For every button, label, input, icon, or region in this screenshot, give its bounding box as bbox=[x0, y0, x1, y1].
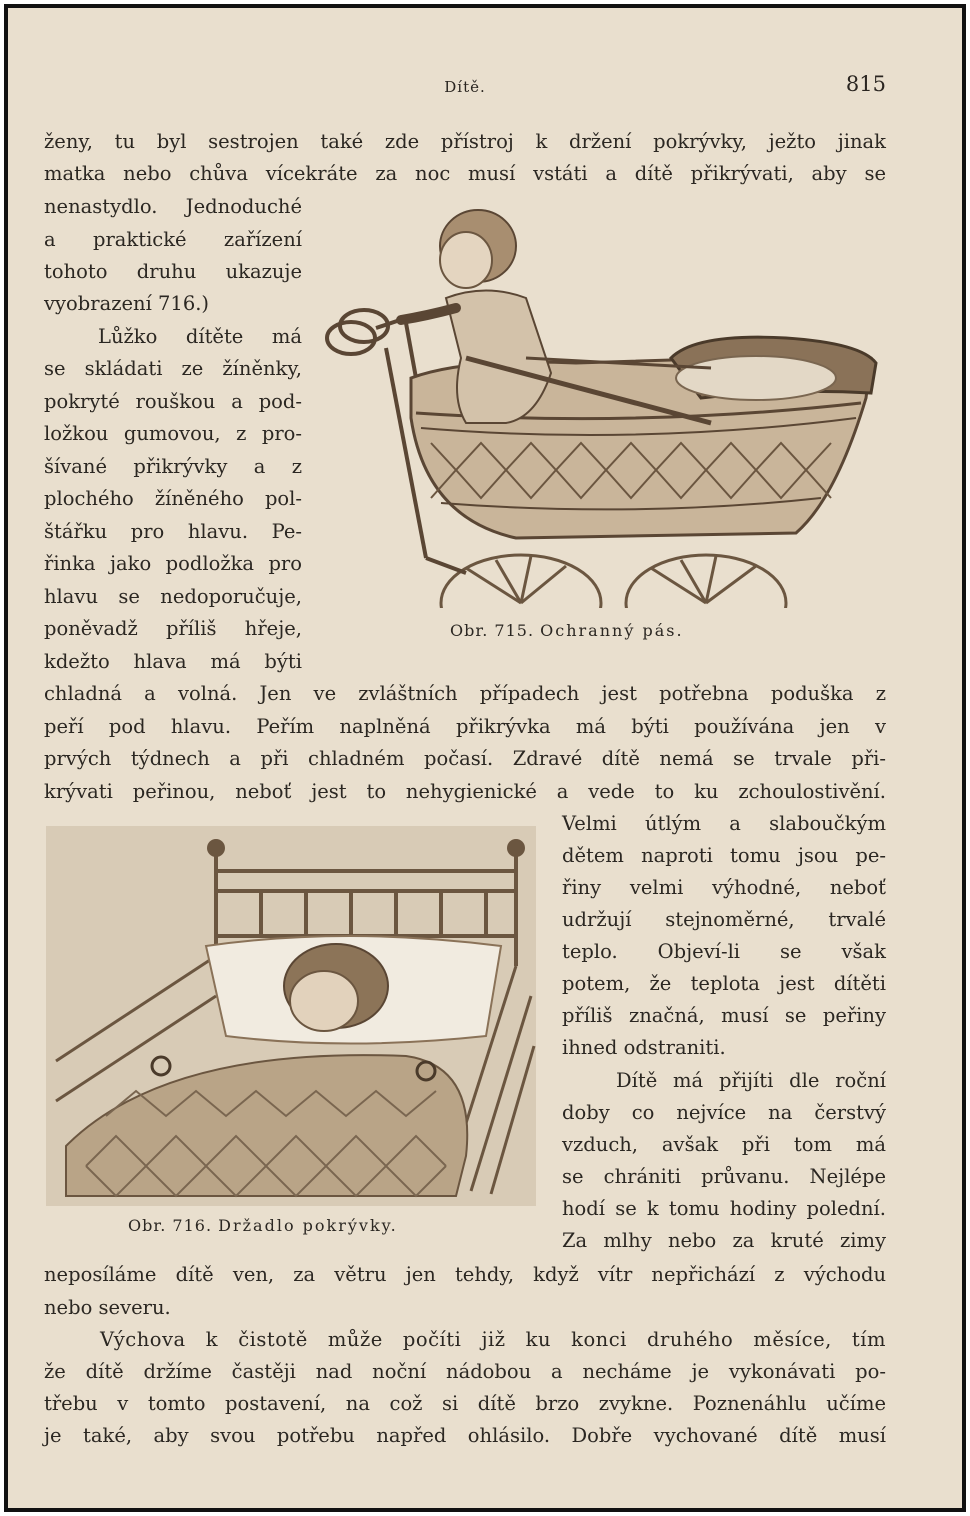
text-line: kdežto hlava má býti bbox=[44, 650, 302, 673]
page-number: 815 bbox=[845, 72, 886, 96]
text-line: ihned odstraniti. bbox=[562, 1036, 726, 1059]
text-line: řiny velmi výhodné, neboť bbox=[562, 876, 886, 899]
text-line: a praktické zařízení bbox=[44, 228, 302, 251]
text-line: Lůžko dítěte má bbox=[98, 325, 302, 348]
scanned-page bbox=[4, 4, 966, 1512]
text-line: hodí se k tomu hodiny polední. bbox=[562, 1197, 886, 1220]
text-line: poněvadž příliš hřeje, bbox=[44, 617, 302, 640]
text-line: hlavu se nedoporučuje, bbox=[44, 585, 302, 608]
text-line: potem, že teplota jest dítěti bbox=[562, 972, 886, 995]
text-line: Za mlhy nebo za kruté zimy bbox=[562, 1229, 886, 1252]
text-line: že dítě držíme častěji nad noční nádobou a necháme je vykonávati po- bbox=[44, 1360, 886, 1383]
text-line: ložkou gumovou, z pro- bbox=[44, 422, 302, 445]
text-line: pokryté rouškou a pod- bbox=[44, 390, 302, 413]
running-title: Dítě. bbox=[444, 78, 486, 96]
text-line: příliš značná, musí se peřiny bbox=[562, 1004, 886, 1027]
text-line: Výchova k čistotě může počíti již ku konci druhého měsíce, tím bbox=[100, 1328, 886, 1351]
figure-715-title: Ochranný pás. bbox=[540, 621, 684, 640]
text-line: teplo. Objeví-li se však bbox=[562, 940, 886, 963]
text-line: vyobrazení 716.) bbox=[44, 292, 210, 315]
text-line: chladná a volná. Jen ve zvláštních případech jest potřebna poduška z bbox=[44, 682, 886, 705]
text-line: dětem naproti tomu jsou pe- bbox=[562, 844, 886, 867]
text-line: peří pod hlavu. Peřím naplněná přikrývka má býti používána jen v bbox=[44, 715, 886, 738]
text-line: neposíláme dítě ven, za větru jen tehdy, když vítr nepřichází z východu bbox=[44, 1263, 886, 1286]
text-line: plochého žíněného pol- bbox=[44, 487, 302, 510]
figure-715-pram-illustration bbox=[316, 198, 878, 608]
figure-716-title: Držadlo pokrývky. bbox=[218, 1216, 398, 1235]
text-line: štářku pro hlavu. Pe- bbox=[44, 520, 302, 543]
figure-716-caption bbox=[128, 1216, 398, 1235]
text-line: nebo severu. bbox=[44, 1296, 171, 1319]
text-line: prvých týdnech a při chladném počasí. Zdravé dítě nemá se trvale při- bbox=[44, 747, 886, 770]
figure-716-bed-illustration bbox=[46, 826, 536, 1206]
text-line: řinka jako podložka pro bbox=[44, 552, 302, 575]
figure-715-number: Obr. 715. bbox=[450, 621, 535, 640]
figure-716-number: Obr. 716. bbox=[128, 1216, 213, 1235]
figure-715-caption bbox=[450, 621, 684, 640]
text-line: nenastydlo. Jednoduché bbox=[44, 195, 302, 218]
text-line: ženy, tu byl sestrojen také zde přístroj k držení pokrývky, ježto jinak bbox=[44, 130, 886, 153]
text-line: tohoto druhu ukazuje bbox=[44, 260, 302, 283]
text-line: se skládati ze žíněnky, bbox=[44, 357, 302, 380]
page-header bbox=[44, 72, 886, 102]
text-line: matka nebo chůva vícekráte za noc musí vstáti a dítě přikrývati, aby se bbox=[44, 162, 886, 185]
text-line: krývati peřinou, neboť jest to nehygienické a vede to ku zchoulostivění. bbox=[44, 780, 886, 803]
text-line: se chrániti průvanu. Nejlépe bbox=[562, 1165, 886, 1188]
text-line: Velmi útlým a slaboučkým bbox=[562, 812, 886, 835]
text-line: udržují stejnoměrné, trvalé bbox=[562, 908, 886, 931]
text-line: šívané přikrývky a z bbox=[44, 455, 302, 478]
text-line: Dítě má přijíti dle roční bbox=[616, 1069, 886, 1092]
text-line: třebu v tomto postavení, na což si dítě brzo zvykne. Poznenáhlu učíme bbox=[44, 1392, 886, 1415]
text-line: vzduch, avšak při tom má bbox=[562, 1133, 886, 1156]
text-line: doby co nejvíce na čerstvý bbox=[562, 1101, 886, 1124]
text-line: je také, aby svou potřebu napřed ohlásilo. Dobře vychované dítě musí bbox=[44, 1424, 886, 1447]
